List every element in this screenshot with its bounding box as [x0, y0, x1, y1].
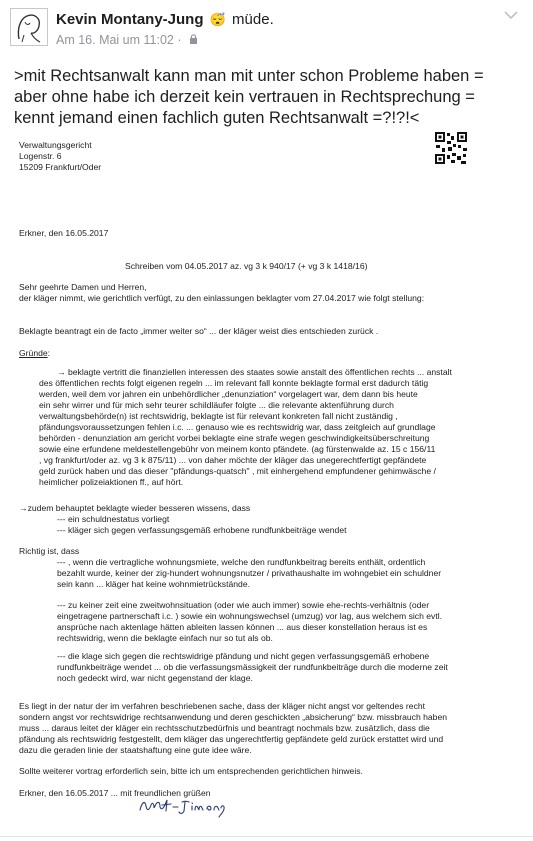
avatar[interactable]: [10, 8, 48, 46]
meta-separator: ·: [177, 33, 182, 47]
grounds-paragraph: [39, 367, 452, 488]
paragraph-line: verwaltungsbehörde(n) ist rechtswidrig, beklagte ist für relevant konkreten fall nicht zuständig ,: [39, 411, 398, 421]
recipient-line: Verwaltungsgericht: [19, 140, 92, 150]
paragraph-line: --- , wenn die vertragliche wohnungsmiete, welche den rundfunkbeitrag bereits enthält, ordentlich: [57, 557, 426, 567]
paragraph-line: pfändung als rechtswidrig festgestellt, dem kläger das ungerechtfertig gepfändete geld zurück erstattet wird und: [19, 734, 444, 744]
list-item: --- ein schuldnestatus vorliegt: [57, 514, 170, 524]
paragraph-line: behörden - denunziation am gericht vorbei beklagte eine strafe wegen geschwindigkeitsüberschreitung: [39, 433, 430, 443]
place-date: Erkner, den 16.05.2017: [19, 228, 109, 238]
salutation: Sehr geehrte Damen und Herren,: [19, 282, 147, 292]
sign-off: Erkner, den 16.05.2017 ... mit freundlichen grüßen: [19, 788, 211, 798]
paragraph-line: pfändungsvoraussetzungen fehlen i.c. ... genauso wie es rechtswidrig war, dass zeitgleich auf grundlage: [39, 422, 436, 432]
paragraph-line: noch gedeckt wird, war nicht gegenstand der klage.: [57, 673, 253, 683]
intro-text: der kläger nimmt, wie gerichtlich verfügt, zu den einlassungen beklagter vom 27.04.2017 wie folgt stellung:: [19, 293, 425, 303]
paragraph-line: sondern angst vor rechtswidrige rechtsanwendung und deren geschickten „absicherung“ bzw. missbrauch haben: [19, 712, 448, 722]
letter-subject: Schreiben vom 04.05.2017 az. vg 3 k 940/17 (+ vg 3 k 1418/16): [125, 261, 368, 271]
lock-icon[interactable]: [189, 33, 198, 47]
correct-heading: Richtig ist, dass: [19, 546, 80, 556]
recipient-line: 15209 Frankfurt/Oder: [19, 162, 102, 172]
paragraph-line: → beklagte vertritt die finanziellen interessen des staates sowie anstalt des öffentlichen rechts ... anstalt: [57, 367, 452, 377]
author-name[interactable]: Kevin Montany-Jung: [56, 11, 204, 28]
paragraph-line: geld zurück haben und das dieser "pfändungs-quatsch" , mit einhergehend empfundener gehimwäsche /: [39, 466, 436, 476]
grounds-heading: [19, 348, 50, 359]
hint-text: Sollte weiterer vortrag erforderlich sein, bitte ich um entsprechenden gerichtlichen hinweis.: [19, 766, 363, 776]
paragraph-line: sowie eine erfundene meldestellengebühr von meinem konto pfändete. (ag fürstenwalde az. 15 c 156/11: [39, 444, 436, 454]
paragraph-line: eingetragene partnerschaft i.c. ) sowie ein wohnungswechsel (umzug) vor lag, aus welchem sich evtl.: [57, 611, 442, 621]
paragraph-line: des öffentlichen rechts folgt eigenen regeln ... im relevant fall konnte beklagte formal erst dadurch tätig: [39, 378, 429, 388]
paragraph-line: dazu die geraden linie der staatshaftung eine gute idee wäre.: [19, 745, 252, 755]
sleepy-emoji-icon: 😴: [209, 12, 226, 27]
post-author-line: [56, 11, 274, 28]
grounds-heading-text: Gründe: [19, 348, 48, 358]
paragraph-line: rundfunkbeiträge wendet ... ob die verfassungsmässigkeit der rundfunkbeiträge durch die moderne zeit: [57, 662, 448, 672]
paragraph-line: heimlicher polizeiaktionen ff., auf hört.: [39, 477, 184, 487]
paragraph-line: --- die klage sich gegen die rechtswidrige pfändung und nicht gegen verfassungsgemäß erhobene: [57, 651, 430, 661]
handwritten-signature: [137, 796, 227, 818]
correct-block: [57, 557, 441, 590]
post-text: >mit Rechtsanwalt kann man mit unter schon Probleme haben = aber ohne habe ich derzeit kein vertrauen in Rechtsprechung = kennt jemand einen fachlich guten Rechtsanwalt =?!?!<: [14, 67, 484, 127]
claim-text: Beklagte beantragt ein de facto „immer weiter so“ ... der kläger weist dies entschieden zurück .: [19, 326, 379, 336]
paragraph-line: rechtswidrig, wenn die beklagte einfach nur so tut als ob.: [57, 633, 273, 643]
grounds-colon: :: [47, 348, 51, 358]
qr-code-icon: [434, 131, 468, 165]
chevron-down-icon[interactable]: [501, 8, 521, 22]
paragraph-line: --- zu keiner zeit eine zweitwohnsituation (oder wie auch immer) sowie ehe-rechts-verhältnis (oder: [57, 600, 430, 610]
paragraph-line: werden, weil dem vor jahren ein unbehördlicher „denunziation“ vorgelagert war, dem dann bis heute: [39, 389, 418, 399]
letter-image[interactable]: [13, 128, 520, 830]
paragraph-line: Es liegt in der natur der im verfahren beschriebenen sache, dass der kläger nicht angst vor geltendes recht: [19, 701, 426, 711]
avatar-sketch-icon: [11, 9, 47, 45]
paragraph-line: ein sehr wirrer und für mich sehr teurer schildläufer folgte ... die relevante aktenführung durch: [39, 400, 394, 410]
post-timestamp[interactable]: Am 16. Mai um 11:02: [56, 33, 174, 47]
closing-paragraph: [19, 701, 447, 756]
post-meta: [56, 33, 198, 47]
post-header: [0, 0, 533, 58]
divider: [0, 836, 533, 837]
paragraph-line: , vg frankfurt/oder az. vg 3 k 875/11) ... von daher möchte der kläger das unegerechtfertigt gepfändete: [39, 455, 427, 465]
claims-list: [57, 514, 347, 536]
paragraph-line: ansprüche nach aktenlage hätten ableiten lassen können ... aus dieser konstellation heraus ist es: [57, 622, 428, 632]
paragraph-line: sein kann ... kläger hat keine wohnmietrückstände.: [57, 579, 250, 589]
list-item: --- kläger sich gegen verfassungsgemäß erhobene rundfunkbeiträge wendet: [57, 525, 347, 535]
paragraph-line: muss ... daraus leitet der kläger ein rechtsschutzbedürfnis und beantragt nochmals bzw. zusätzlich, dass die: [19, 723, 430, 733]
recipient-address: [19, 140, 101, 173]
correct-block: [57, 600, 442, 644]
paragraph-line: bezahlt wurde, keiner der zig-hundert wohnungsnutzer / privathaushalte im wohngebiet ein schuldner: [57, 568, 442, 578]
recipient-line: Logenstr. 6: [19, 151, 62, 161]
feeling-text: müde.: [232, 11, 274, 28]
correct-block: [57, 651, 448, 684]
claims-intro: →zudem behauptet beklagte wieder besseren wissens, dass: [19, 503, 251, 513]
